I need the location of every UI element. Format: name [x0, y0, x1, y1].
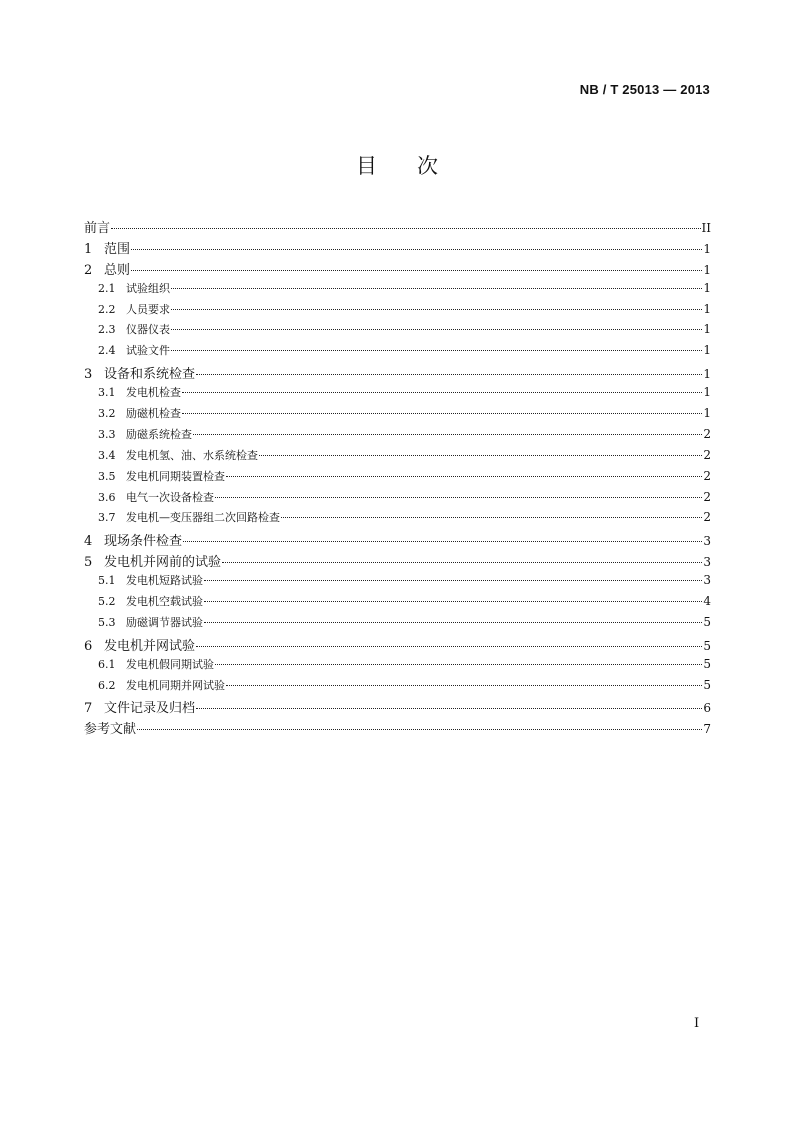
- toc-entry-title: 发电机短路试验: [126, 574, 203, 588]
- toc-entry-title: 总则: [104, 262, 131, 278]
- toc-entry-number: 3.7: [98, 511, 116, 525]
- toc-leader-dots: [215, 664, 702, 665]
- toc-entry-page: 2: [703, 468, 711, 483]
- toc-entry[interactable]: [84, 321, 711, 342]
- document-code: NB / T 25013 — 2013: [579, 82, 710, 97]
- toc-entry-title: 试验组织: [126, 281, 170, 295]
- toc-leader-dots: [196, 708, 702, 709]
- toc-leader-dots: [204, 622, 702, 623]
- toc-entry-number: 3.2: [98, 407, 116, 421]
- toc-entry-number: 2.1: [98, 281, 116, 295]
- toc-entry[interactable]: [84, 656, 711, 677]
- toc-entry-title: 励磁机检查: [126, 407, 181, 421]
- toc-entry[interactable]: [84, 551, 711, 572]
- toc-entry-page: II: [701, 221, 711, 235]
- toc-entry-title: 前言: [84, 221, 111, 236]
- toc-leader-dots: [182, 413, 702, 414]
- toc-entry-title: 发电机并网试验: [104, 638, 196, 654]
- toc-leader-dots: [193, 434, 702, 435]
- toc-entry-page: 3: [703, 534, 711, 549]
- toc-entry[interactable]: [84, 447, 711, 468]
- toc-entry[interactable]: [84, 363, 711, 384]
- page-number: I: [694, 1016, 700, 1031]
- toc-entry-number: 1: [84, 241, 93, 257]
- toc-entry-number: 6.1: [98, 657, 116, 671]
- toc-entry[interactable]: [84, 697, 711, 718]
- toc-entry-number: 3.6: [98, 490, 116, 504]
- toc-entry-number: 6.2: [98, 678, 116, 692]
- toc-leader-dots: [281, 517, 702, 518]
- toc-entry-number: 3.3: [98, 427, 116, 441]
- toc-entry-page: 1: [703, 406, 711, 421]
- toc-entry[interactable]: [84, 614, 711, 635]
- toc-entry-page: 1: [703, 385, 711, 400]
- toc-entry[interactable]: [84, 301, 711, 322]
- toc-leader-dots: [137, 729, 702, 730]
- table-of-contents: [84, 217, 711, 739]
- toc-leader-dots: [226, 685, 702, 686]
- toc-entry-title: 范围: [104, 241, 131, 257]
- toc-leader-dots: [215, 497, 702, 498]
- toc-entry-title: 文件记录及归档: [104, 701, 196, 717]
- toc-entry-page: 2: [703, 510, 711, 525]
- toc-entry-page: 1: [703, 241, 711, 256]
- toc-entry-number: 5.2: [98, 595, 116, 609]
- toc-entry[interactable]: [84, 635, 711, 656]
- toc-entry-title: 发电机空载试验: [126, 595, 203, 609]
- toc-entry-number: 3.4: [98, 448, 116, 462]
- toc-entry-title: 发电机同期装置检查: [126, 469, 225, 483]
- toc-entry-number: 5.3: [98, 615, 116, 629]
- toc-entry[interactable]: [84, 468, 711, 489]
- toc-entry-title: 仪器仪表: [126, 323, 170, 337]
- toc-leader-dots: [196, 646, 702, 647]
- toc-entry-page: 4: [703, 594, 711, 609]
- toc-leader-dots: [171, 329, 702, 330]
- toc-entry-page: 7: [703, 722, 711, 737]
- toc-leader-dots: [259, 455, 702, 456]
- toc-entry-page: 1: [703, 322, 711, 337]
- toc-entry-title: 发电机氢、油、水系统检查: [126, 448, 258, 462]
- toc-entry[interactable]: [84, 426, 711, 447]
- toc-entry-page: 5: [703, 614, 711, 629]
- toc-leader-dots: [196, 374, 702, 375]
- toc-entry-page: 1: [703, 262, 711, 277]
- toc-entry-number: 3: [84, 367, 93, 383]
- toc-entry-number: 7: [84, 701, 93, 717]
- toc-entry[interactable]: [84, 217, 711, 238]
- toc-entry-page: 1: [703, 280, 711, 295]
- toc-entry-page: 2: [703, 447, 711, 462]
- toc-entry-number: 2.3: [98, 323, 116, 337]
- toc-entry[interactable]: [84, 238, 711, 259]
- toc-leader-dots: [222, 562, 702, 563]
- toc-entry-number: 2.2: [98, 302, 116, 316]
- toc-entry-title: 试验文件: [126, 344, 170, 358]
- toc-entry-number: 6: [84, 638, 93, 654]
- toc-entry-title: 励磁系统检查: [126, 427, 192, 441]
- toc-entry-title: 发电机假同期试验: [126, 657, 214, 671]
- toc-entry-page: 1: [703, 343, 711, 358]
- toc-entry-number: 2.4: [98, 344, 116, 358]
- toc-entry-title: 现场条件检查: [104, 534, 183, 550]
- toc-leader-dots: [183, 541, 702, 542]
- toc-entry[interactable]: [84, 677, 711, 698]
- toc-entry-page: 5: [703, 677, 711, 692]
- toc-entry-page: 5: [703, 656, 711, 671]
- toc-entry-title: 设备和系统检查: [104, 367, 196, 383]
- toc-entry-title: 励磁调节器试验: [126, 615, 203, 629]
- toc-entry-page: 2: [703, 426, 711, 441]
- toc-entry-title: 发电机并网前的试验: [104, 555, 222, 571]
- toc-leader-dots: [182, 392, 702, 393]
- toc-entry-number: 4: [84, 534, 93, 550]
- toc-entry[interactable]: [84, 280, 711, 301]
- toc-entry-title: 人员要求: [126, 302, 170, 316]
- page-title: 目次: [356, 154, 478, 178]
- toc-entry[interactable]: [84, 384, 711, 405]
- toc-leader-dots: [204, 601, 702, 602]
- toc-entry-page: 3: [703, 573, 711, 588]
- toc-entry[interactable]: [84, 405, 711, 426]
- toc-entry-number: 3.1: [98, 386, 116, 400]
- toc-entry[interactable]: [84, 509, 711, 530]
- toc-entry-title: 电气一次设备检查: [126, 490, 214, 504]
- toc-leader-dots: [171, 309, 702, 310]
- toc-entry-number: 5: [84, 555, 93, 571]
- toc-entry-page: 6: [703, 701, 711, 716]
- toc-entry-number: 2: [84, 262, 93, 278]
- toc-leader-dots: [111, 228, 701, 229]
- toc-entry-number: 5.1: [98, 574, 116, 588]
- toc-entry-page: 2: [703, 489, 711, 504]
- toc-entry[interactable]: [84, 718, 711, 739]
- toc-entry-page: 5: [703, 638, 711, 653]
- toc-entry-title: 发电机—变压器组二次回路检查: [126, 511, 280, 525]
- toc-entry[interactable]: [84, 489, 711, 510]
- toc-entry-number: 3.5: [98, 469, 116, 483]
- toc-leader-dots: [171, 288, 702, 289]
- toc-entry[interactable]: [84, 342, 711, 363]
- toc-entry-title: 发电机检查: [126, 386, 181, 400]
- toc-entry-page: 1: [703, 301, 711, 316]
- toc-leader-dots: [171, 350, 702, 351]
- toc-entry[interactable]: [84, 593, 711, 614]
- toc-leader-dots: [131, 249, 702, 250]
- toc-entry[interactable]: [84, 572, 711, 593]
- toc-leader-dots: [131, 270, 702, 271]
- toc-entry[interactable]: [84, 530, 711, 551]
- toc-leader-dots: [204, 580, 702, 581]
- toc-leader-dots: [226, 476, 702, 477]
- toc-entry[interactable]: [84, 259, 711, 280]
- toc-entry-page: 1: [703, 367, 711, 382]
- toc-entry-page: 3: [703, 555, 711, 570]
- toc-entry-title: 发电机同期并网试验: [126, 678, 225, 692]
- toc-entry-title: 参考文献: [84, 722, 137, 738]
